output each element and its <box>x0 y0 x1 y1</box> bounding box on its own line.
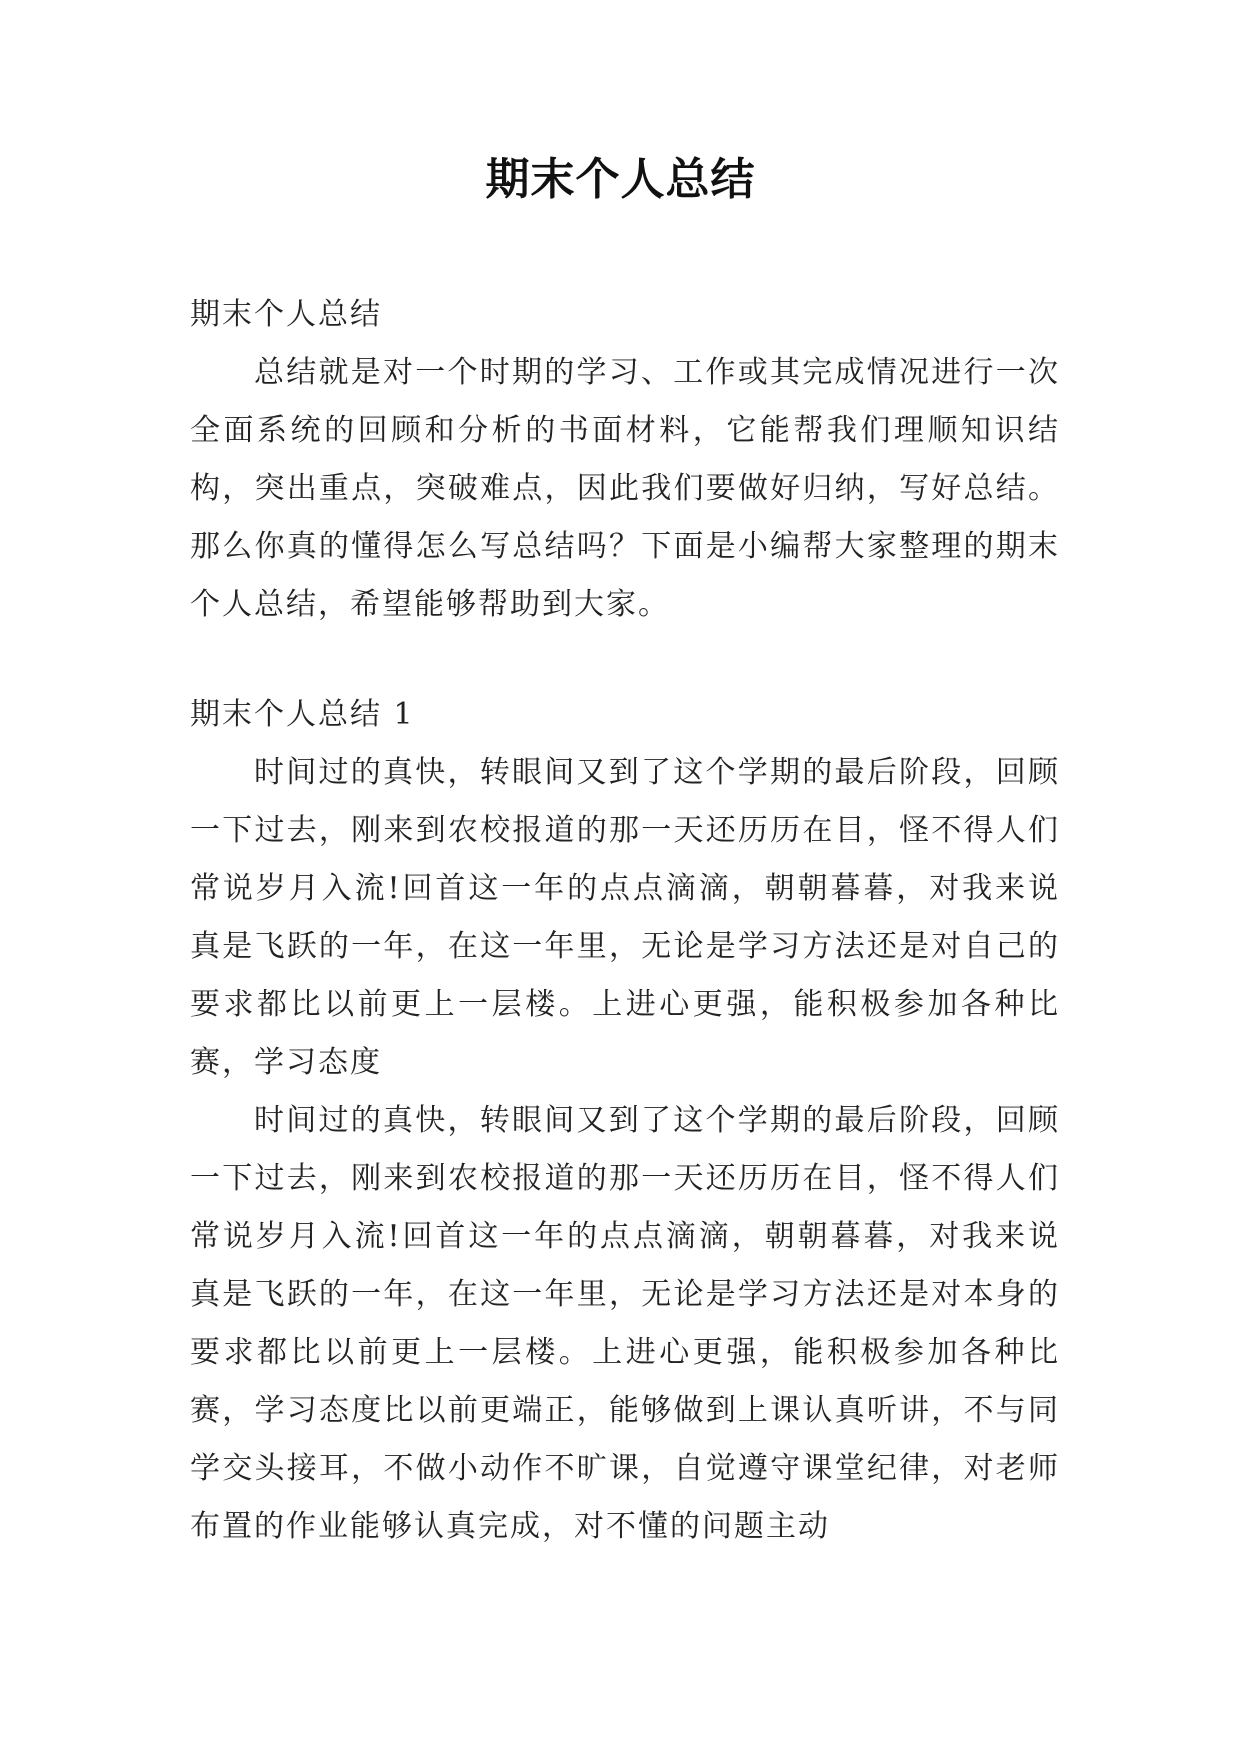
document-body <box>190 286 1060 1556</box>
intro-paragraph: 总结就是对一个时期的学习、工作或其完成情况进行一次全面系统的回顾和分析的书面材料，它能帮我们理顺知识结构，突出重点，突破难点，因此我们要做好归纳，写好总结。那么你真的懂得怎么写总结吗？下面是小编帮大家整理的期末个人总结，希望能够帮助到大家。 <box>190 355 1060 622</box>
section-spacer <box>190 634 1060 686</box>
intro-heading: 期末个人总结 <box>190 297 382 332</box>
section1-paragraph-1: 时间过的真快，转眼间又到了这个学期的最后阶段，回顾一下过去，刚来到农校报道的那一天还历历在目，怪不得人们常说岁月入流!回首这一年的点点滴滴，朝朝暮暮，对我来说真是飞跃的一年，在这一年里，无论是学习方法还是对自己的要求都比以前更上一层楼。上进心更强，能积极参加各种比赛，学习态度 <box>190 755 1060 1080</box>
section1-paragraph-2: 时间过的真快，转眼间又到了这个学期的最后阶段，回顾一下过去，刚来到农校报道的那一天还历历在目，怪不得人们常说岁月入流!回首这一年的点点滴滴，朝朝暮暮，对我来说真是飞跃的一年，在这一年里，无论是学习方法还是对本身的要求都比以前更上一层楼。上进心更强，能积极参加各种比赛，学习态度比以前更端正，能够做到上课认真听讲，不与同学交头接耳，不做小动作不旷课，自觉遵守课堂纪律，对老师布置的作业能够认真完成，对不懂的问题主动 <box>190 1103 1060 1544</box>
document-title: 期末个人总结 <box>485 154 756 205</box>
section1-heading: 期末个人总结 1 <box>190 697 415 732</box>
